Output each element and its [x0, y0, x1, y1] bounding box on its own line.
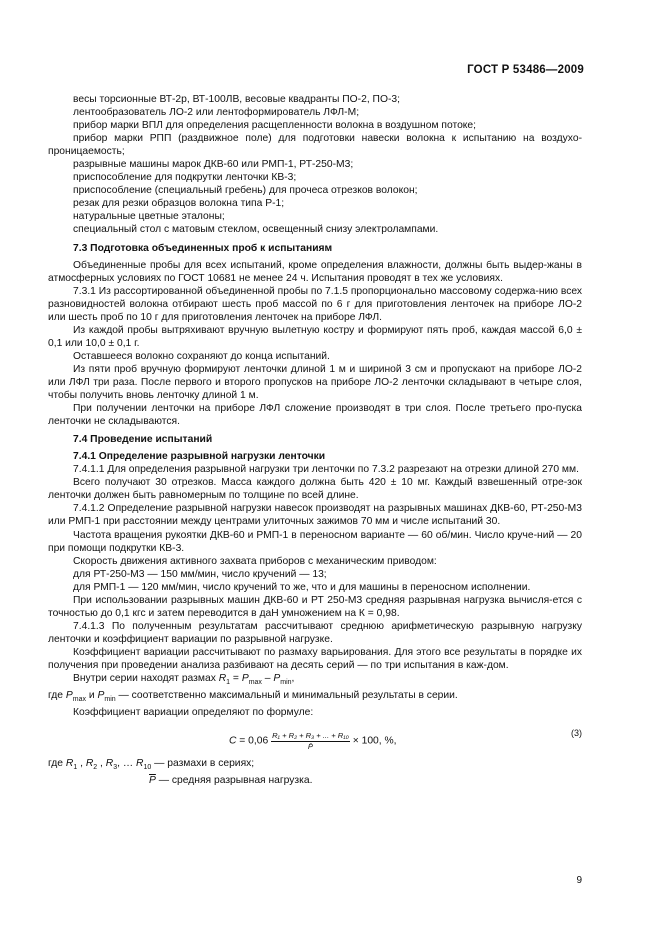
equipment-item: приспособление для подкрутки ленточки КВ-3; [73, 172, 297, 184]
equipment-item: лентообразователь ЛО-2 или лентоформирователь ЛФЛ-М; [73, 107, 360, 119]
paragraph: Коэффициент вариации рассчитывают по размаху варьирования. Для этого все результаты в порядке их получения при проведении анализа разбивают на десять серий — по три испытания в каж-дом. [48, 646, 582, 671]
equipment-item: резак для резки образцов волокна типа Р-1; [73, 198, 285, 210]
paragraph: Объединенные пробы для всех испытаний, кроме определения влажности, должны быть выдер-жаны в атмосферных условиях по ГОСТ 10681 не менее 24 ч. Испытания проводят в тех же условиях. [48, 259, 582, 284]
equipment-item: прибор марки РПП (раздвижное поле) для подготовки навески волокна к испытанию на воздухо-проницаемость; [48, 133, 582, 158]
equipment-item: приспособление (специальный гребень) для прочеса отрезков волокон; [73, 185, 418, 197]
formula-fraction [271, 731, 350, 751]
equipment-item: специальный стол с матовым стеклом, освещенный снизу электролампами. [73, 224, 439, 236]
paragraph: При получении ленточки на приборе ЛФЛ сложение производят в три слоя. После третьего про-пуска ленточки не складываются. [48, 403, 582, 428]
paragraph: 7.3.1 Из рассортированной объединенной пробы по 7.1.5 пропорционально массовому содержа-нию всех разновидностей волокна отбирают шесть проб массой по 6 г для приготовления ленточек на приборе ЛО-2 или шесть проб по 10 г для приготовления ленточек на приборе ЛФЛ. [48, 285, 582, 323]
section-heading: 7.3 Подготовка объединенных проб к испытаниям [73, 242, 333, 254]
paragraph: Коэффициент вариации определяют по формуле: [73, 707, 314, 719]
where-p-line: где $P_{max}$ и $P_{min}$ — соответственно максимальный и минимальный результаты в серии. [48, 690, 458, 704]
paragraph: Всего получают 30 отрезков. Масса каждого должна быть 420 ± 10 мг. Каждый взвешенный отре-зок ленточки должен быть равномерным по толщине по всей длине. [48, 477, 582, 502]
where-r-line: где $R_1$ , $R_2$ , $R_3$, … $R_{10}$ — размахи в сериях; [48, 758, 255, 772]
formula-denominator: P̄ [307, 742, 313, 752]
page-number: 9 [576, 875, 582, 886]
paragraph: Из пяти проб вручную формируют ленточки длиной 1 м и шириной 3 см и пропускают на приборе ЛО-2 или ЛФЛ три раза. После первого и второго пропусков на приборе ЛО-2 ленточки складывают в четыре слоя, чтобы получить вновь ленточку длиной 1 м. [48, 363, 582, 402]
paragraph: 7.4.1.3 По полученным результатам рассчитывают среднюю арифметическую разрывную нагрузку ленточки и коэффициент вариации по разрывной нагрузке. [48, 620, 582, 645]
formula-number: (3) [571, 728, 582, 739]
standard-header: ГОСТ Р 53486—2009 [467, 64, 584, 76]
paragraph: Скорость движения активного захвата приборов с механическим приводом: [73, 555, 437, 567]
subsection-heading: 7.4.1 Определение разрывной нагрузки ленточки [73, 451, 326, 463]
paragraph: При использовании разрывных машин ДКВ-60 и РТ 250-М3 средняя разрывная нагрузка вычисля-ется с точностью до 0,1 кгс и затем переводится в даН умножением на К = 0,98. [48, 594, 582, 619]
equipment-item: натуральные цветные эталоны; [73, 211, 225, 223]
equipment-item: весы торсионные ВТ-2р, ВТ-100ЛВ, весовые квадранты ПО-2, ПО-3; [73, 94, 400, 105]
formula-numerator: R₁ + R₂ + R₃ + ... + R₁₀ [272, 731, 349, 741]
paragraph: Частота вращения рукоятки ДКВ-60 и РМП-1 в переносном варианте — 60 об/мин. Число круче-ний — 20 при помощи подкрутки КВ-3. [48, 529, 582, 554]
formula-c-symbol: C [229, 735, 237, 747]
range-definition: Внутри серии находят размах $R_1 = P_{max} - P_{min}$, [73, 673, 295, 687]
paragraph: 7.4.1.2 Определение разрывной нагрузки навесок производят на разрывных машинах ДКВ-60, РТ-250-М3 или РМП-1 при расстоянии между центрами улиточных зажимов 70 мм и числе испытаний 30. [48, 503, 582, 528]
equipment-item: прибор марки ВПЛ для определения расщепленности волокна в воздушном потоке; [73, 120, 477, 132]
section-heading: 7.4 Проведение испытаний [73, 434, 213, 446]
variation-formula: C = 0,06 $\frac{\text{R₁ + R₂ + R₃ + ... + R₁₀}}{P̄}$ × 100, %, (3) [229, 728, 582, 752]
paragraph: 7.4.1.1 Для определения разрывной нагрузки три ленточки по 7.3.2 разрезают на отрезки длиной 270 мм. [73, 464, 579, 476]
paragraph: Из каждой пробы вытряхивают вручную вылетную костру и формируют пять проб, каждая массой 6,0 ± 0,1 или 10,0 ± 0,1 г. [48, 324, 582, 349]
document-body [48, 93, 582, 787]
paragraph: для РТ-250-М3 — 150 мм/мин, число кручений — 13; [73, 568, 327, 580]
where-pbar-line: $\overline{P}$ — средняя разрывная нагрузка. [149, 775, 313, 787]
paragraph: для РМП-1 — 120 мм/мин, число кручений то же, что и для машины в переносном исполнении. [73, 581, 531, 593]
paragraph: Оставшееся волокно сохраняют до конца испытаний. [73, 350, 330, 362]
equipment-item: разрывные машины марок ДКВ-60 или РМП-1, РТ-250-М3; [73, 159, 354, 171]
